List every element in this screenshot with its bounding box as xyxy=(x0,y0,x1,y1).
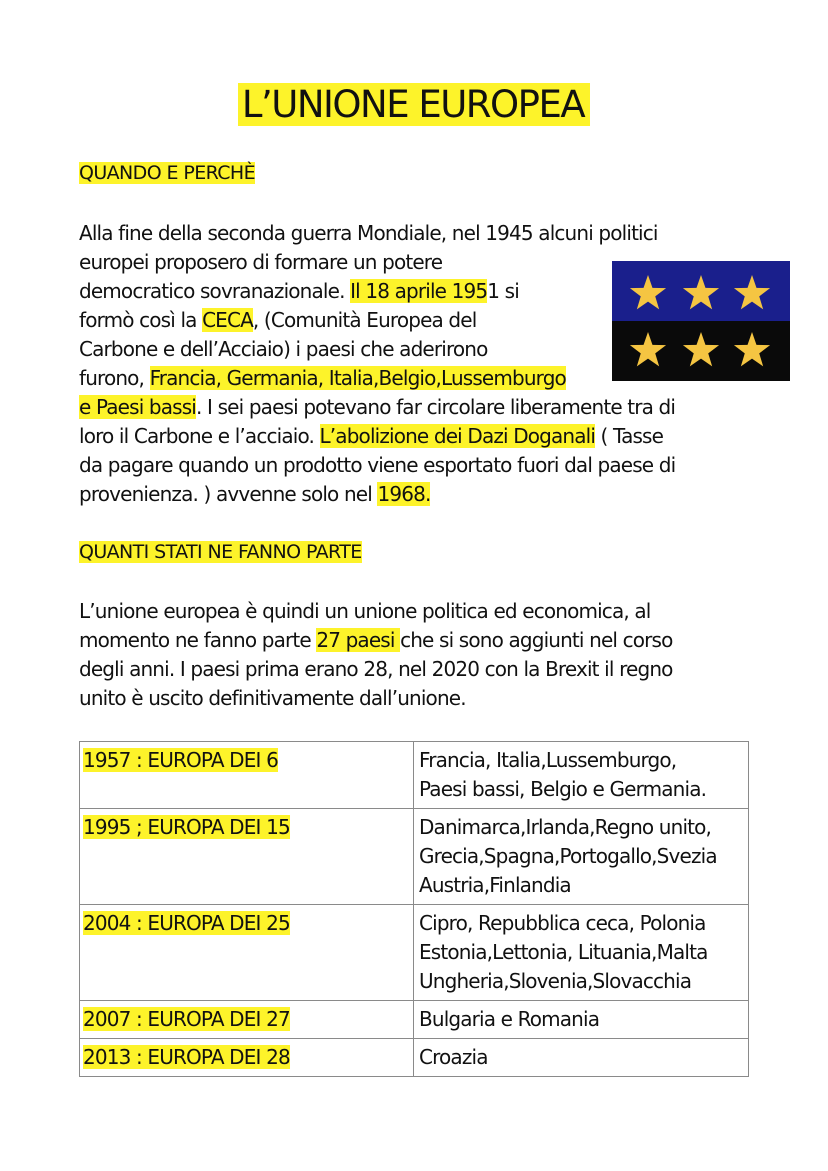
country-line: Austria,Finlandia xyxy=(419,873,571,897)
paragraph-history xyxy=(79,219,675,509)
paragraph-line xyxy=(79,655,673,684)
section-heading-when-why-text: QUANDO E PERCHÈ xyxy=(79,162,256,184)
period-cell xyxy=(80,1039,414,1077)
paragraph-line xyxy=(79,597,673,626)
enlargement-table-body xyxy=(80,742,749,1077)
period-label: 2007 : EUROPA DEI 27 xyxy=(83,1007,290,1031)
text-run: . I sei paesi potevano far circolare liberamente tra di xyxy=(196,395,676,419)
country-line: Grecia,Spagna,Portogallo,Svezia xyxy=(419,844,717,868)
countries-cell xyxy=(414,809,749,905)
highlight-countries: e Paesi bassi xyxy=(79,395,197,419)
text-run: Alla fine della seconda guerra Mondiale, nel 1945 alcuni politici xyxy=(79,221,658,245)
text-run: europei proposero di formare un potere xyxy=(79,250,443,274)
highlight-ceca: CECA xyxy=(202,308,253,332)
highlight-date: Il 18 aprile 195 xyxy=(350,279,488,303)
table-row xyxy=(80,1001,749,1039)
text-run: da pagare quando un prodotto viene esportato fuori dal paese di xyxy=(79,453,676,477)
text-run: loro il Carbone e l’acciaio. xyxy=(79,424,320,448)
text-run: momento ne fanno parte xyxy=(79,628,317,652)
text-run: che si sono aggiunti nel corso xyxy=(400,628,673,652)
section-heading-member-count xyxy=(79,538,362,567)
period-label: 2004 : EUROPA DEI 25 xyxy=(83,911,290,935)
paragraph-line xyxy=(79,422,675,451)
text-run: Carbone e dell’Acciaio) i paesi che aderirono xyxy=(79,337,488,361)
text-run: furono, xyxy=(79,366,150,390)
country-line: Croazia xyxy=(419,1045,488,1069)
text-run: ( Tasse xyxy=(595,424,664,448)
countries-cell xyxy=(414,905,749,1001)
table-row xyxy=(80,809,749,905)
text-run: formò così la xyxy=(79,308,203,332)
text-run: democratico sovranazionale. xyxy=(79,279,351,303)
paragraph-members xyxy=(79,597,673,713)
section-heading-when-why xyxy=(79,159,255,188)
eu-flag-image xyxy=(612,261,790,381)
country-line: Estonia,Lettonia, Lituania,Malta xyxy=(419,940,708,964)
period-label: 2013 : EUROPA DEI 28 xyxy=(83,1045,290,1069)
period-label: 1995 ; EUROPA DEI 15 xyxy=(83,815,290,839)
period-cell xyxy=(80,1001,414,1039)
text-run: 1 si xyxy=(487,279,519,303)
paragraph-line xyxy=(79,364,675,393)
highlight-countries: Francia, Germania, Italia,Belgio,Lussemburgo xyxy=(149,366,566,390)
paragraph-line xyxy=(79,219,675,248)
country-line: Francia, Italia,Lussemburgo, xyxy=(419,748,677,772)
text-run: provenienza. ) avvenne solo nel xyxy=(79,482,378,506)
table-row xyxy=(80,742,749,809)
paragraph-line xyxy=(79,393,675,422)
text-run: L’unione europea è quindi un unione politica ed economica, al xyxy=(79,599,651,623)
countries-cell xyxy=(414,1039,749,1077)
table-row xyxy=(80,1039,749,1077)
highlight-abolition: L’abolizione dei Dazi Doganali xyxy=(319,424,596,448)
paragraph-line xyxy=(79,335,675,364)
text-run: degli anni. I paesi prima erano 28, nel 2020 con la Brexit il regno xyxy=(79,657,673,681)
country-line: Ungheria,Slovenia,Slovacchia xyxy=(419,969,692,993)
paragraph-line xyxy=(79,451,675,480)
highlight-27-countries: 27 paesi xyxy=(316,628,401,652)
paragraph-line xyxy=(79,684,673,713)
paragraph-line xyxy=(79,248,675,277)
country-line: Paesi bassi, Belgio e Germania. xyxy=(419,777,707,801)
page-title-text: L’UNIONE EUROPEA xyxy=(238,83,590,126)
countries-cell xyxy=(414,742,749,809)
period-cell xyxy=(80,905,414,1001)
text-run: unito è uscito definitivamente dall’unione. xyxy=(79,686,466,710)
country-line: Danimarca,Irlanda,Regno unito, xyxy=(419,815,712,839)
paragraph-line xyxy=(79,626,673,655)
text-run: , (Comunità Europea del xyxy=(252,308,477,332)
paragraph-line xyxy=(79,480,675,509)
table-row xyxy=(80,905,749,1001)
page-title xyxy=(0,80,828,130)
countries-cell xyxy=(414,1001,749,1039)
section-heading-member-count-text: QUANTI STATI NE FANNO PARTE xyxy=(79,541,362,563)
highlight-year: 1968. xyxy=(377,482,431,506)
enlargement-table xyxy=(79,741,749,1077)
period-label: 1957 : EUROPA DEI 6 xyxy=(83,748,278,772)
paragraph-line xyxy=(79,306,675,335)
period-cell xyxy=(80,809,414,905)
period-cell xyxy=(80,742,414,809)
paragraph-line xyxy=(79,277,675,306)
country-line: Cipro, Repubblica ceca, Polonia xyxy=(419,911,706,935)
country-line: Bulgaria e Romania xyxy=(419,1007,600,1031)
